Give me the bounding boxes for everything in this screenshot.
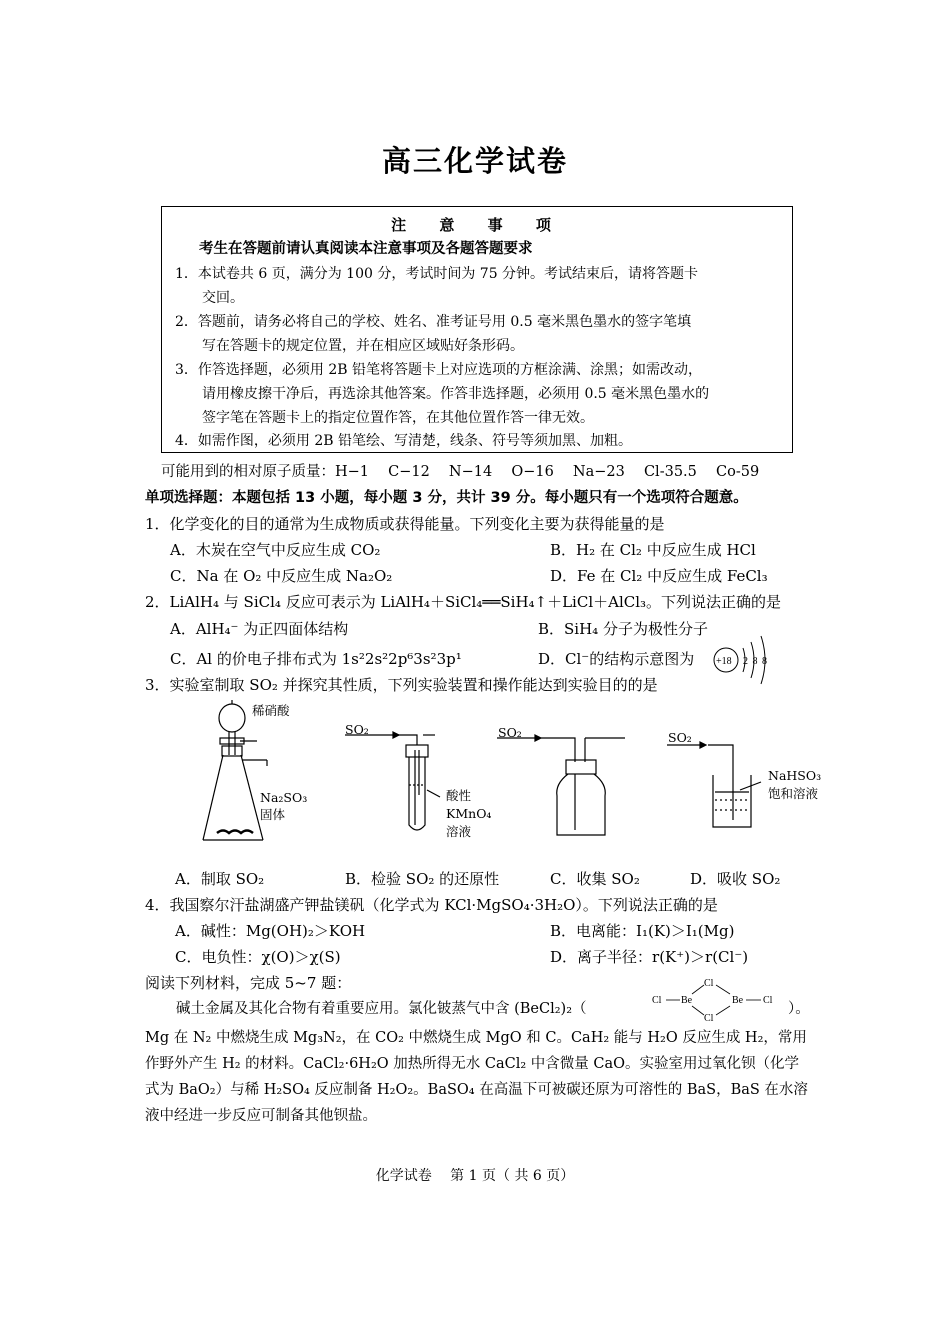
label-na2so3: Na₂SO₃ <box>260 790 308 805</box>
label-dilute-nitric-acid: 稀硝酸 <box>252 703 290 718</box>
q2-option-d: D．Cl⁻的结构示意图为 <box>538 650 695 668</box>
label-solid: 固体 <box>260 807 286 822</box>
struct-cl-bottom: Cl <box>704 1013 714 1023</box>
notice-box <box>161 206 793 453</box>
struct-be-left: Be <box>681 995 693 1006</box>
label-so2-d: SO₂ <box>668 730 692 745</box>
q3-option-c: C．收集 SO₂ <box>550 870 640 888</box>
reading-line1-end: ）。 <box>788 1001 810 1017</box>
q2-option-b: B．SiH₄ 分子为极性分子 <box>538 620 708 638</box>
section-heading: 单项选择题：本题包括 13 小题，每小题 3 分，共计 39 分。每小题只有一个选项符合题意。 <box>145 490 748 506</box>
notice-item-1: 1．本试卷共 6 页，满分为 100 分，考试时间为 75 分钟。考试结束后，请将答题卡 <box>175 266 699 282</box>
q1-option-d: D．Fe 在 Cl₂ 中反应生成 FeCl₃ <box>550 567 768 585</box>
notice-item-3-cont: 请用橡皮擦干净后，再选涂其他答案。作答非选择题，必须用 0.5 毫米黑色墨水的 <box>202 386 710 402</box>
nucleus-label: +18 <box>716 656 732 667</box>
notice-item-4: 4．如需作图，必须用 2B 铅笔绘、写清楚，线条、符号等须加黑、加粗。 <box>175 433 633 449</box>
struct-be-right: Be <box>732 995 744 1006</box>
struct-cl-right: Cl <box>763 995 773 1006</box>
notice-item-3: 3．作答选择题，必须用 2B 铅笔将答题卡上对应选项的方框涂满、涂黑；如需改动， <box>175 362 703 378</box>
q3-option-a: A．制取 SO₂ <box>175 870 265 888</box>
q2-option-a: A．AlH₄⁻ 为正四面体结构 <box>170 620 349 638</box>
q3-stem: 3．实验室制取 SO₂ 并探究其性质，下列实验装置和操作能达到实验目的的是 <box>145 676 658 694</box>
label-so2-c: SO₂ <box>498 725 522 740</box>
apparatus-d <box>667 742 761 827</box>
label-nahso3: NaHSO₃ <box>768 768 822 783</box>
reading-line1: 碱土金属及其化合物有着重要应用。氯化铍蒸气中含 (BeCl₂)₂（ <box>176 1001 587 1017</box>
becl2-dimer-structure <box>648 975 788 1023</box>
q1-option-a: A．木炭在空气中反应生成 CO₂ <box>170 541 381 559</box>
label-kmno4: KMnO₄ <box>446 806 492 821</box>
notice-item-2-cont: 写在答题卡的规定位置，并在相应区域贴好条形码。 <box>202 338 524 354</box>
q4-option-d: D．离子半径：r(K⁺)＞r(Cl⁻) <box>550 948 749 966</box>
q1-option-b: B．H₂ 在 Cl₂ 中反应生成 HCl <box>550 541 756 559</box>
q4-option-c: C．电负性：χ(O)＞χ(S) <box>175 948 341 966</box>
apparatus-b <box>345 732 440 830</box>
q1-stem: 1．化学变化的目的通常为生成物质或获得能量。下列变化主要为获得能量的是 <box>145 515 665 533</box>
notice-item-1-cont: 交回。 <box>202 290 244 306</box>
q1-option-c: C．Na 在 O₂ 中反应生成 Na₂O₂ <box>170 567 393 585</box>
q4-option-b: B．电离能：I₁(K)＞I₁(Mg) <box>550 922 735 940</box>
label-saturated-solution: 饱和溶液 <box>768 786 819 801</box>
q2-option-c: C．Al 的价电子排布式为 1s²2s²2p⁶3s²3p¹ <box>170 650 462 668</box>
page-title: 高三化学试卷 <box>381 144 568 178</box>
notice-item-2: 2．答题前，请务必将自己的学校、姓名、准考证号用 0.5 毫米黑色墨水的签字笔填 <box>175 314 692 330</box>
label-solution: 溶液 <box>446 824 472 839</box>
q3-option-d: D．吸收 SO₂ <box>690 870 781 888</box>
page-footer: 化学试卷 第 1 页（ 共 6 页） <box>375 1168 575 1184</box>
notice-heading: 注 意 事 项 <box>391 216 565 234</box>
shells-label: 2 8 8 <box>743 656 768 667</box>
notice-item-3-cont2: 签字笔在答题卡上的指定位置作答，在其他位置作答一律无效。 <box>202 410 594 426</box>
q4-stem: 4．我国察尔汗盐湖盛产钾盐镁矾（化学式为 KCl·MgSO₄·3H₂O）。下列说法正确的是 <box>145 896 718 914</box>
q2-stem: 2．LiAlH₄ 与 SiCl₄ 反应可表示为 LiAlH₄＋SiCl₄══SiH₄↑＋LiCl＋AlCl₃。下列说法正确的是 <box>145 593 782 611</box>
cl-ion-structure-diagram <box>711 630 781 690</box>
apparatus-c <box>497 735 625 835</box>
reading-intro: 阅读下列材料，完成 5~7 题： <box>145 974 352 992</box>
apparatus-a <box>203 700 267 840</box>
struct-cl-left: Cl <box>652 995 662 1006</box>
reading-body: Mg 在 N₂ 中燃烧生成 Mg₃N₂，在 CO₂ 中燃烧生成 MgO 和 C。CaH₂ 能与 H₂O 反应生成 H₂，常用作野外产生 H₂ 的材料。CaCl₂·6H₂O 加热所得无水 CaCl₂ 中含微量 CaO。实验室用过氧化钡（化学式为 BaO₂）与稀 H₂SO₄ 反应制备 H₂O₂。BaSO₄ 在高温下可被碳还原为可溶性的 BaS，BaS 在水溶液中经进一步反应可制备其他钡盐。 <box>145 1030 808 1124</box>
q4-option-a: A．碱性：Mg(OH)₂＞KOH <box>175 922 366 940</box>
q3-option-b: B．检验 SO₂ 的还原性 <box>345 870 500 888</box>
notice-subheading: 考生在答题前请认真阅读本注意事项及各题答题要求 <box>199 241 533 257</box>
label-so2-b: SO₂ <box>345 722 369 737</box>
struct-cl-top: Cl <box>704 978 714 989</box>
atomic-masses: 可能用到的相对原子质量：H−1 C−12 N−14 O−16 Na−23 Cl-35.5 Co-59 <box>161 464 760 480</box>
label-acidic: 酸性 <box>446 788 472 803</box>
